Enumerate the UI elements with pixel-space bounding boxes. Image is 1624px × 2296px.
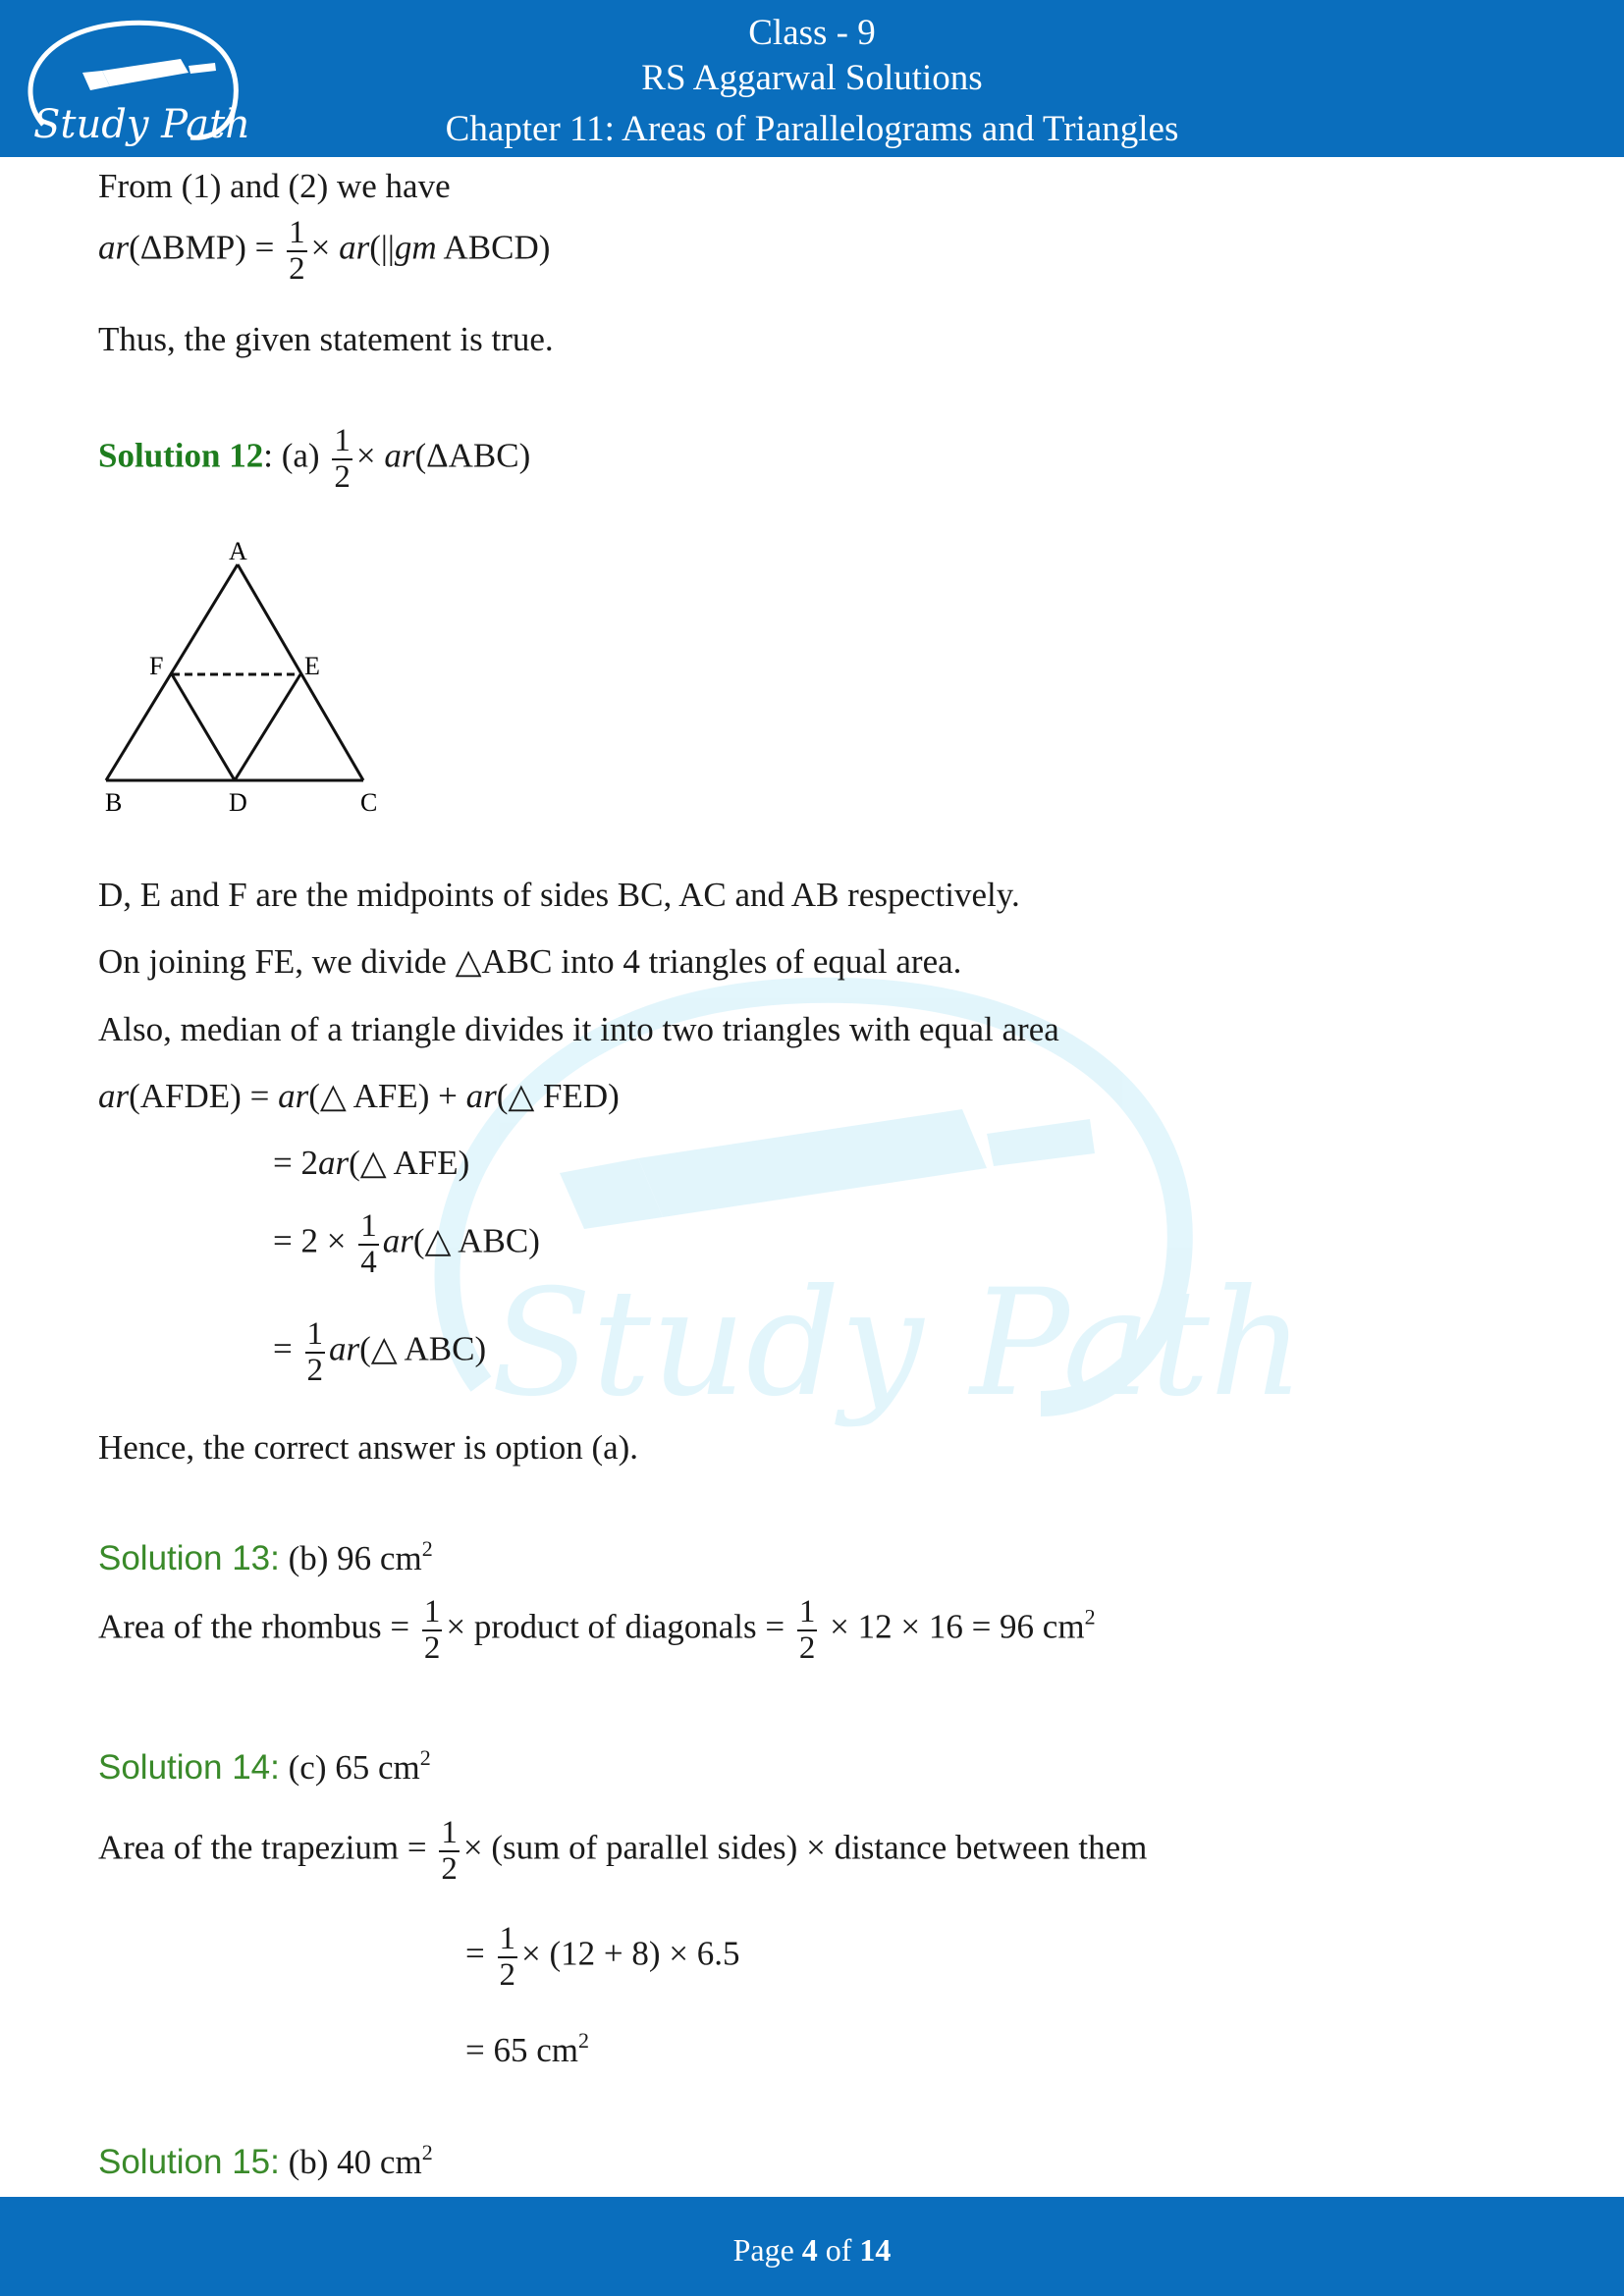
vertex-label-a: A	[229, 537, 247, 565]
solution-13-heading: Solution 13: (b) 96 $cm^2$	[98, 1536, 433, 1577]
class-title: Class - 9	[748, 13, 876, 53]
page-indicator: Page 4 of 14	[732, 2232, 892, 2268]
times-sign: ×	[355, 436, 376, 475]
svg-text:Study Path: Study Path	[33, 102, 250, 147]
afde-step-4: = $\frac{1}{2}$ ar(△ ABC)	[273, 1316, 487, 1388]
solution-label: Solution 14:	[98, 1748, 280, 1787]
vertex-label-d: D	[229, 788, 247, 817]
bmp-equation	[98, 216, 550, 286]
times-sign: ×	[310, 228, 331, 267]
afde-step-2: = 2ar(△ AFE)	[273, 1144, 470, 1182]
fraction-one-half: $\frac{1}{2}$	[441, 1815, 458, 1887]
vertex-label-c: C	[360, 788, 378, 817]
side-ab	[106, 564, 238, 780]
fraction-one-half: $\frac{1}{2}$	[289, 215, 305, 287]
gm-symbol: gm	[394, 228, 437, 267]
vertex-label-f: F	[149, 652, 164, 680]
ar-symbol: ar	[339, 228, 370, 267]
fraction-one-half: $\frac{1}{2}$	[499, 1921, 515, 1993]
median-statement: Also, median of a triangle divides it into two triangles with equal area	[98, 1010, 1059, 1048]
equation-text: (ΔABC)	[414, 436, 531, 475]
ar-symbol: ar	[98, 228, 130, 267]
trapezium-step-3: = 65 $cm^2$	[465, 2028, 589, 2069]
answer-text: : (a)	[263, 436, 320, 475]
solution-label: Solution 13:	[98, 1539, 280, 1577]
intro-line: From (1) and (2) we have	[98, 167, 451, 205]
fraction-one-half: $\frac{1}{2}$	[334, 423, 351, 495]
page-footer	[0, 2197, 1624, 2296]
vertex-label-b: B	[105, 788, 123, 817]
book-title: RS Aggarwal Solutions	[641, 58, 983, 98]
equation-text: (ΔBMP) =	[129, 228, 275, 267]
fraction-one-quarter: $\frac{1}{4}$	[360, 1208, 377, 1280]
total-pages: 14	[859, 2232, 892, 2268]
segment-fd	[172, 674, 235, 780]
trapezium-equation: Area of the trapezium = $\frac{1}{2}$ × (sum of parallel sides) × distance between them	[98, 1815, 1148, 1887]
solution-label: Solution 15:	[98, 2143, 280, 2181]
chapter-title: Chapter 11: Areas of Parallelograms and Triangles	[445, 109, 1179, 149]
solution-14-heading: Solution 14: (c) 65 $cm^2$	[98, 1745, 431, 1787]
fraction-one-half: $\frac{1}{2}$	[423, 1594, 441, 1666]
joining-statement: On joining FE, we divide △ABC into 4 triangles of equal area.	[98, 942, 962, 981]
afde-step-3: = 2 × $\frac{1}{4}$ ar(△ ABC)	[273, 1208, 540, 1280]
solution-15-heading: Solution 15: (b) 40 $cm^2$	[98, 2140, 433, 2181]
ar-symbol: ar	[384, 436, 415, 475]
rhombus-equation: Area of the rhombus = $\frac{1}{2}$ × product of diagonals = $\frac{1}{2}$ × 12 × 16 = 96 $cm^2$	[98, 1594, 1096, 1666]
afde-equation: ar(AFDE) = ar(△ AFE) + ar(△ FED)	[98, 1077, 620, 1115]
midpoints-statement: D, E and F are the midpoints of sides BC, AC and AB respectively.	[98, 876, 1020, 914]
vertex-label-e: E	[304, 652, 320, 680]
fraction-one-half: $\frac{1}{2}$	[798, 1594, 816, 1666]
svg-text:Study Path: Study Path	[491, 1258, 1305, 1429]
answer-statement: Hence, the correct answer is option (a).	[98, 1428, 639, 1467]
segment-ed	[235, 674, 300, 780]
current-page: 4	[801, 2232, 818, 2268]
fraction-one-half: $\frac{1}{2}$	[306, 1316, 323, 1388]
trapezium-step-2: = $\frac{1}{2}$ × (12 + 8) × 6.5	[465, 1921, 740, 1993]
equation-text: ABCD)	[436, 228, 551, 267]
solution-label: Solution 12	[98, 436, 264, 475]
equation-text: (||	[369, 228, 395, 267]
triangle-figure	[93, 530, 398, 825]
solution-12-heading	[98, 424, 530, 494]
page-header	[0, 0, 1624, 157]
conclusion-line: Thus, the given statement is true.	[98, 320, 554, 358]
